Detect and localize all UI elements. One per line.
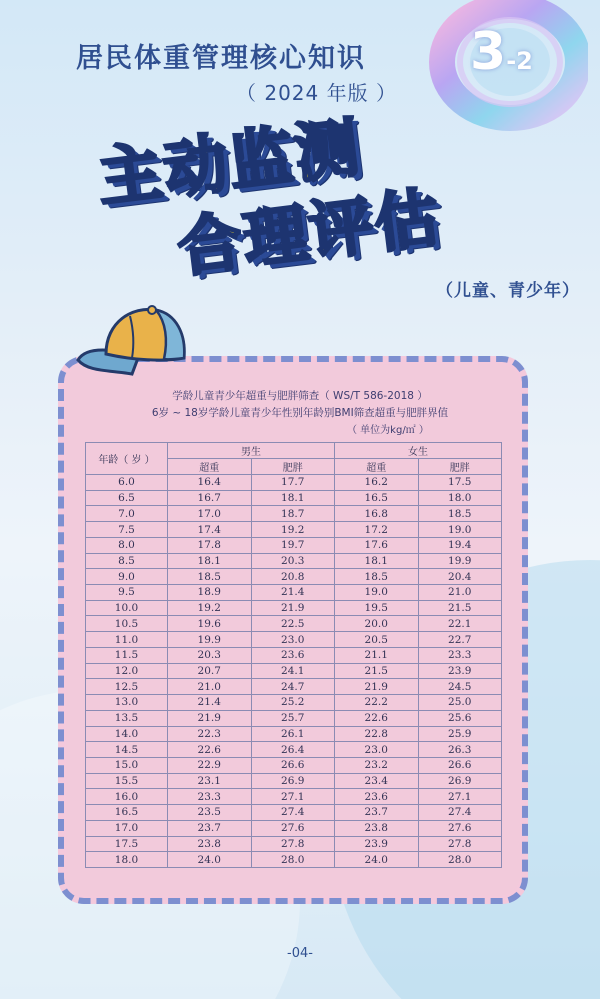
bmi-value-cell: 19.9 <box>418 553 502 569</box>
age-cell: 10.5 <box>86 616 168 632</box>
bmi-value-cell: 24.0 <box>168 852 252 868</box>
age-cell: 16.0 <box>86 789 168 805</box>
bmi-value-cell: 21.5 <box>418 600 502 616</box>
bmi-value-cell: 16.7 <box>168 490 252 506</box>
bmi-value-cell: 27.1 <box>418 789 502 805</box>
table-row <box>86 757 502 773</box>
age-cell: 11.0 <box>86 632 168 648</box>
age-cell: 13.5 <box>86 710 168 726</box>
age-cell: 15.5 <box>86 773 168 789</box>
table-row <box>86 585 502 601</box>
bmi-value-cell: 18.0 <box>418 490 502 506</box>
bmi-value-cell: 28.0 <box>418 852 502 868</box>
bmi-value-cell: 18.5 <box>418 506 502 522</box>
bmi-value-cell: 25.6 <box>418 710 502 726</box>
badge-subnumber: -2 <box>506 47 533 75</box>
badge-number: 3 <box>470 22 507 82</box>
age-cell: 15.0 <box>86 757 168 773</box>
table-row <box>86 663 502 679</box>
bmi-value-cell: 17.0 <box>168 506 252 522</box>
bmi-value-cell: 23.9 <box>335 836 419 852</box>
bmi-value-cell: 19.5 <box>335 600 419 616</box>
bmi-value-cell: 23.5 <box>168 805 252 821</box>
bmi-value-cell: 27.8 <box>418 836 502 852</box>
bmi-value-cell: 20.7 <box>168 663 252 679</box>
bmi-value-cell: 18.9 <box>168 585 252 601</box>
bmi-value-cell: 21.5 <box>335 663 419 679</box>
bmi-value-cell: 22.6 <box>168 742 252 758</box>
bmi-value-cell: 18.5 <box>335 569 419 585</box>
bmi-value-cell: 21.9 <box>335 679 419 695</box>
bmi-value-cell: 20.3 <box>251 553 335 569</box>
table-row <box>86 836 502 852</box>
bmi-value-cell: 26.4 <box>251 742 335 758</box>
table-row <box>86 695 502 711</box>
bmi-value-cell: 26.9 <box>418 773 502 789</box>
table-row <box>86 616 502 632</box>
bmi-value-cell: 23.7 <box>168 820 252 836</box>
bmi-value-cell: 16.8 <box>335 506 419 522</box>
headline-line-2: 合理评估 <box>173 180 445 287</box>
bmi-value-cell: 17.5 <box>418 475 502 491</box>
age-cell: 12.0 <box>86 663 168 679</box>
age-cell: 16.5 <box>86 805 168 821</box>
bmi-value-cell: 22.6 <box>335 710 419 726</box>
bmi-value-cell: 18.1 <box>168 553 252 569</box>
header-female-overweight: 超重 <box>335 459 419 475</box>
bmi-value-cell: 21.0 <box>418 585 502 601</box>
bmi-value-cell: 22.1 <box>418 616 502 632</box>
table-row <box>86 773 502 789</box>
bmi-value-cell: 19.9 <box>168 632 252 648</box>
table-row <box>86 506 502 522</box>
bmi-value-cell: 21.9 <box>168 710 252 726</box>
bmi-value-cell: 17.8 <box>168 537 252 553</box>
bmi-value-cell: 24.1 <box>251 663 335 679</box>
bmi-value-cell: 27.4 <box>418 805 502 821</box>
table-row <box>86 600 502 616</box>
bmi-value-cell: 22.5 <box>251 616 335 632</box>
bmi-value-cell: 21.9 <box>251 600 335 616</box>
table-caption-description: 6岁 ~ 18岁学龄儿童青少年性别年龄别BMI筛查超重与肥胖界值 <box>151 407 449 419</box>
bmi-value-cell: 26.9 <box>251 773 335 789</box>
table-row <box>86 710 502 726</box>
age-cell: 6.5 <box>86 490 168 506</box>
header-male: 男生 <box>168 443 335 459</box>
table-row <box>86 647 502 663</box>
bmi-value-cell: 17.4 <box>168 522 252 538</box>
bmi-value-cell: 22.8 <box>335 726 419 742</box>
bmi-value-cell: 23.2 <box>335 757 419 773</box>
header-female: 女生 <box>335 443 502 459</box>
bmi-value-cell: 18.5 <box>168 569 252 585</box>
bmi-value-cell: 23.3 <box>168 789 252 805</box>
bmi-value-cell: 26.1 <box>251 726 335 742</box>
bmi-value-cell: 23.6 <box>335 789 419 805</box>
bmi-value-cell: 20.4 <box>418 569 502 585</box>
bmi-value-cell: 23.4 <box>335 773 419 789</box>
bmi-value-cell: 24.7 <box>251 679 335 695</box>
bmi-value-cell: 23.6 <box>251 647 335 663</box>
bmi-value-cell: 21.1 <box>335 647 419 663</box>
bmi-value-cell: 25.2 <box>251 695 335 711</box>
age-cell: 17.0 <box>86 820 168 836</box>
table-row <box>86 742 502 758</box>
bmi-value-cell: 22.2 <box>335 695 419 711</box>
table-row <box>86 522 502 538</box>
bmi-value-cell: 20.0 <box>335 616 419 632</box>
bmi-value-cell: 19.0 <box>418 522 502 538</box>
bmi-value-cell: 26.6 <box>251 757 335 773</box>
bmi-value-cell: 24.5 <box>418 679 502 695</box>
age-cell: 10.0 <box>86 600 168 616</box>
bmi-value-cell: 18.1 <box>335 553 419 569</box>
table-row <box>86 537 502 553</box>
bmi-screening-table <box>85 442 502 868</box>
header-female-obese: 肥胖 <box>418 459 502 475</box>
age-cell: 12.5 <box>86 679 168 695</box>
bmi-value-cell: 17.6 <box>335 537 419 553</box>
table-body <box>86 475 502 868</box>
bmi-value-cell: 27.1 <box>251 789 335 805</box>
bmi-value-cell: 19.0 <box>335 585 419 601</box>
bmi-value-cell: 23.1 <box>168 773 252 789</box>
bmi-value-cell: 19.7 <box>251 537 335 553</box>
edition-label: （ 2024 年版 ） <box>236 81 397 105</box>
audience-label: （儿童、青少年） <box>436 281 580 301</box>
age-cell: 7.0 <box>86 506 168 522</box>
table-row <box>86 852 502 868</box>
age-cell: 18.0 <box>86 852 168 868</box>
table-row <box>86 475 502 491</box>
bmi-value-cell: 26.3 <box>418 742 502 758</box>
age-cell: 6.0 <box>86 475 168 491</box>
headline-line-1: 主动监测 <box>93 110 365 217</box>
bmi-value-cell: 17.2 <box>335 522 419 538</box>
bmi-value-cell: 20.5 <box>335 632 419 648</box>
bmi-value-cell: 27.6 <box>251 820 335 836</box>
bmi-value-cell: 27.6 <box>418 820 502 836</box>
bmi-value-cell: 20.3 <box>168 647 252 663</box>
table-row <box>86 820 502 836</box>
bmi-value-cell: 18.7 <box>251 506 335 522</box>
bmi-value-cell: 18.1 <box>251 490 335 506</box>
age-cell: 14.0 <box>86 726 168 742</box>
bmi-value-cell: 19.2 <box>168 600 252 616</box>
table-row <box>86 789 502 805</box>
bmi-value-cell: 27.4 <box>251 805 335 821</box>
age-cell: 13.0 <box>86 695 168 711</box>
header-male-obese: 肥胖 <box>251 459 335 475</box>
page-title: 居民体重管理核心知识 <box>76 43 366 74</box>
bmi-value-cell: 25.7 <box>251 710 335 726</box>
bmi-value-cell: 21.4 <box>251 585 335 601</box>
bmi-value-cell: 23.8 <box>335 820 419 836</box>
bmi-value-cell: 23.0 <box>335 742 419 758</box>
bmi-value-cell: 16.5 <box>335 490 419 506</box>
bmi-value-cell: 23.9 <box>418 663 502 679</box>
table-row <box>86 553 502 569</box>
table-row <box>86 632 502 648</box>
bmi-value-cell: 16.2 <box>335 475 419 491</box>
table-row <box>86 490 502 506</box>
bmi-value-cell: 24.0 <box>335 852 419 868</box>
bmi-value-cell: 17.7 <box>251 475 335 491</box>
header-male-overweight: 超重 <box>168 459 252 475</box>
bmi-value-cell: 25.0 <box>418 695 502 711</box>
table-unit-label: （ 单位为kg/㎡ ） <box>347 425 429 436</box>
bmi-value-cell: 22.9 <box>168 757 252 773</box>
age-cell: 7.5 <box>86 522 168 538</box>
age-cell: 8.0 <box>86 537 168 553</box>
bmi-value-cell: 23.8 <box>168 836 252 852</box>
table-row <box>86 726 502 742</box>
page-number: -04- <box>287 946 313 961</box>
bmi-value-cell: 16.4 <box>168 475 252 491</box>
bmi-value-cell: 22.7 <box>418 632 502 648</box>
bmi-value-cell: 19.2 <box>251 522 335 538</box>
age-cell: 9.0 <box>86 569 168 585</box>
age-cell: 9.5 <box>86 585 168 601</box>
bmi-value-cell: 26.6 <box>418 757 502 773</box>
bmi-value-cell: 21.0 <box>168 679 252 695</box>
table-caption-standard: 学龄儿童青少年超重与肥胖筛查（ WS/T 586-2018 ） <box>172 390 428 402</box>
table-row <box>86 569 502 585</box>
age-cell: 14.5 <box>86 742 168 758</box>
age-cell: 8.5 <box>86 553 168 569</box>
bmi-value-cell: 28.0 <box>251 852 335 868</box>
bmi-value-cell: 23.7 <box>335 805 419 821</box>
section-badge <box>470 22 533 82</box>
table-row <box>86 805 502 821</box>
baseball-cap-icon <box>72 296 192 386</box>
bmi-value-cell: 27.8 <box>251 836 335 852</box>
bmi-value-cell: 21.4 <box>168 695 252 711</box>
header-age: 年龄（ 岁 ） <box>86 443 168 475</box>
bmi-value-cell: 22.3 <box>168 726 252 742</box>
bmi-value-cell: 19.6 <box>168 616 252 632</box>
bmi-value-cell: 23.3 <box>418 647 502 663</box>
bmi-value-cell: 19.4 <box>418 537 502 553</box>
age-cell: 17.5 <box>86 836 168 852</box>
age-cell: 11.5 <box>86 647 168 663</box>
bmi-value-cell: 25.9 <box>418 726 502 742</box>
table-row <box>86 679 502 695</box>
bmi-value-cell: 20.8 <box>251 569 335 585</box>
bmi-value-cell: 23.0 <box>251 632 335 648</box>
